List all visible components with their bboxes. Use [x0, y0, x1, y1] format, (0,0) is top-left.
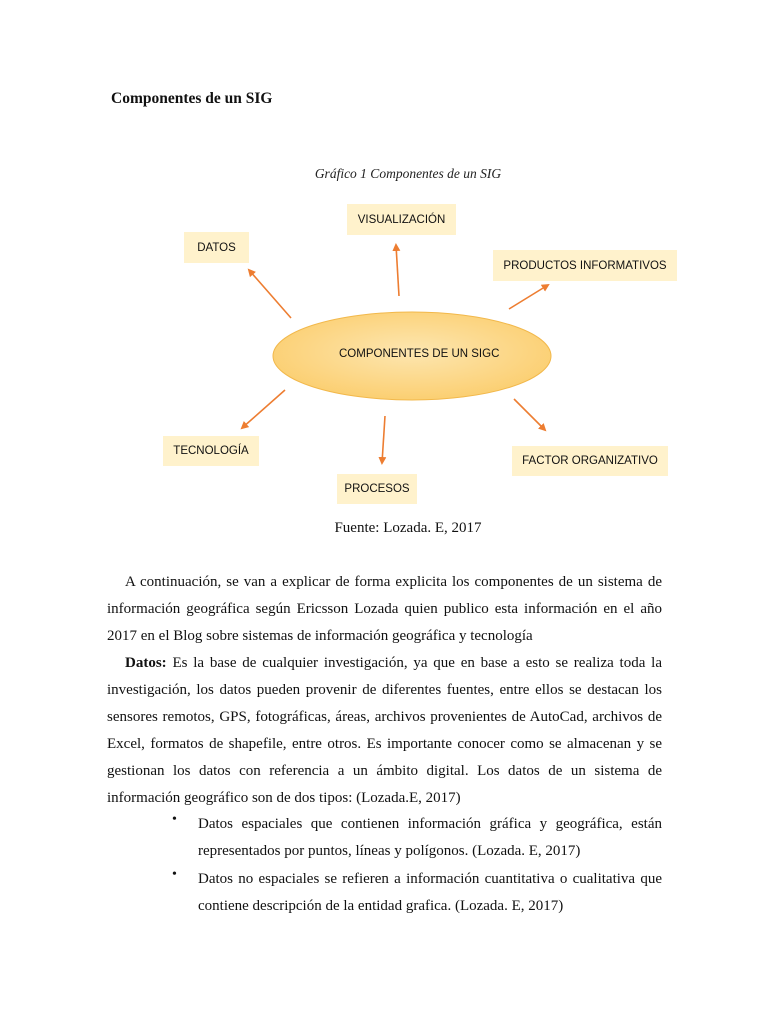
node-factor-organizativo: FACTOR ORGANIZATIVO — [512, 446, 668, 476]
figure-caption: Gráfico 1 Componentes de un SIG — [314, 166, 502, 181]
arrow-to-productos — [509, 285, 548, 309]
list-item: Datos espaciales que contienen información gráfica y geográfica, están representados por puntos, líneas y polígonos. (Lozada. E, 2017) — [198, 816, 662, 859]
arrow-to-procesos — [382, 416, 385, 463]
datos-text: Es la base de cualquier investigación, ya que en base a esto se realiza toda la investigación, los datos pueden provenir de diferentes fuentes, entre ellos se destacan los sensores remotos, GPS, fotográficas, áreas, archivos provenientes de AutoCad, archivos de Excel, formatos de shapefile, entre otros. Es importante conocer como se almacenan y se gestionan los datos con referencia a un ámbito digital. Los datos de un sistema de información geográfico son de dos tipos: (Lozada.E, 2017) — [107, 655, 662, 806]
datos-paragraph — [107, 650, 662, 812]
node-visualizacion: VISUALIZACIÓN — [347, 204, 456, 235]
arrow-to-tecnologia — [242, 390, 285, 428]
figure-source: Fuente: Lozada. E, 2017 — [334, 520, 482, 536]
node-tecnologia: TECNOLOGÍA — [163, 436, 259, 466]
arrow-to-visualizacion — [396, 245, 399, 296]
node-datos: DATOS — [184, 232, 249, 263]
section-heading: Componentes de un SIG — [111, 90, 273, 107]
bullet-marker: • — [172, 867, 177, 882]
list-item: Datos no espaciales se refieren a información cuantitativa o cualitativa que contiene descripción de la entidad grafica. (Lozada. E, 2017) — [198, 871, 662, 914]
intro-paragraph: A continuación, se van a explicar de forma explicita los componentes de un sistema de información geográfica según Ericsson Lozada quien publico esta información en el año 2017 en el Blog sobre sistemas de información geográfica y tecnología — [107, 574, 662, 644]
arrow-to-factor — [514, 399, 545, 430]
bullet-marker: • — [172, 812, 177, 827]
center-ellipse-label: COMPONENTES DE UN SIGC — [339, 348, 500, 360]
datos-label: Datos: — [125, 655, 167, 671]
node-productos-informativos: PRODUCTOS INFORMATIVOS — [493, 250, 677, 281]
arrow-to-datos — [249, 270, 291, 318]
node-procesos: PROCESOS — [337, 474, 417, 504]
